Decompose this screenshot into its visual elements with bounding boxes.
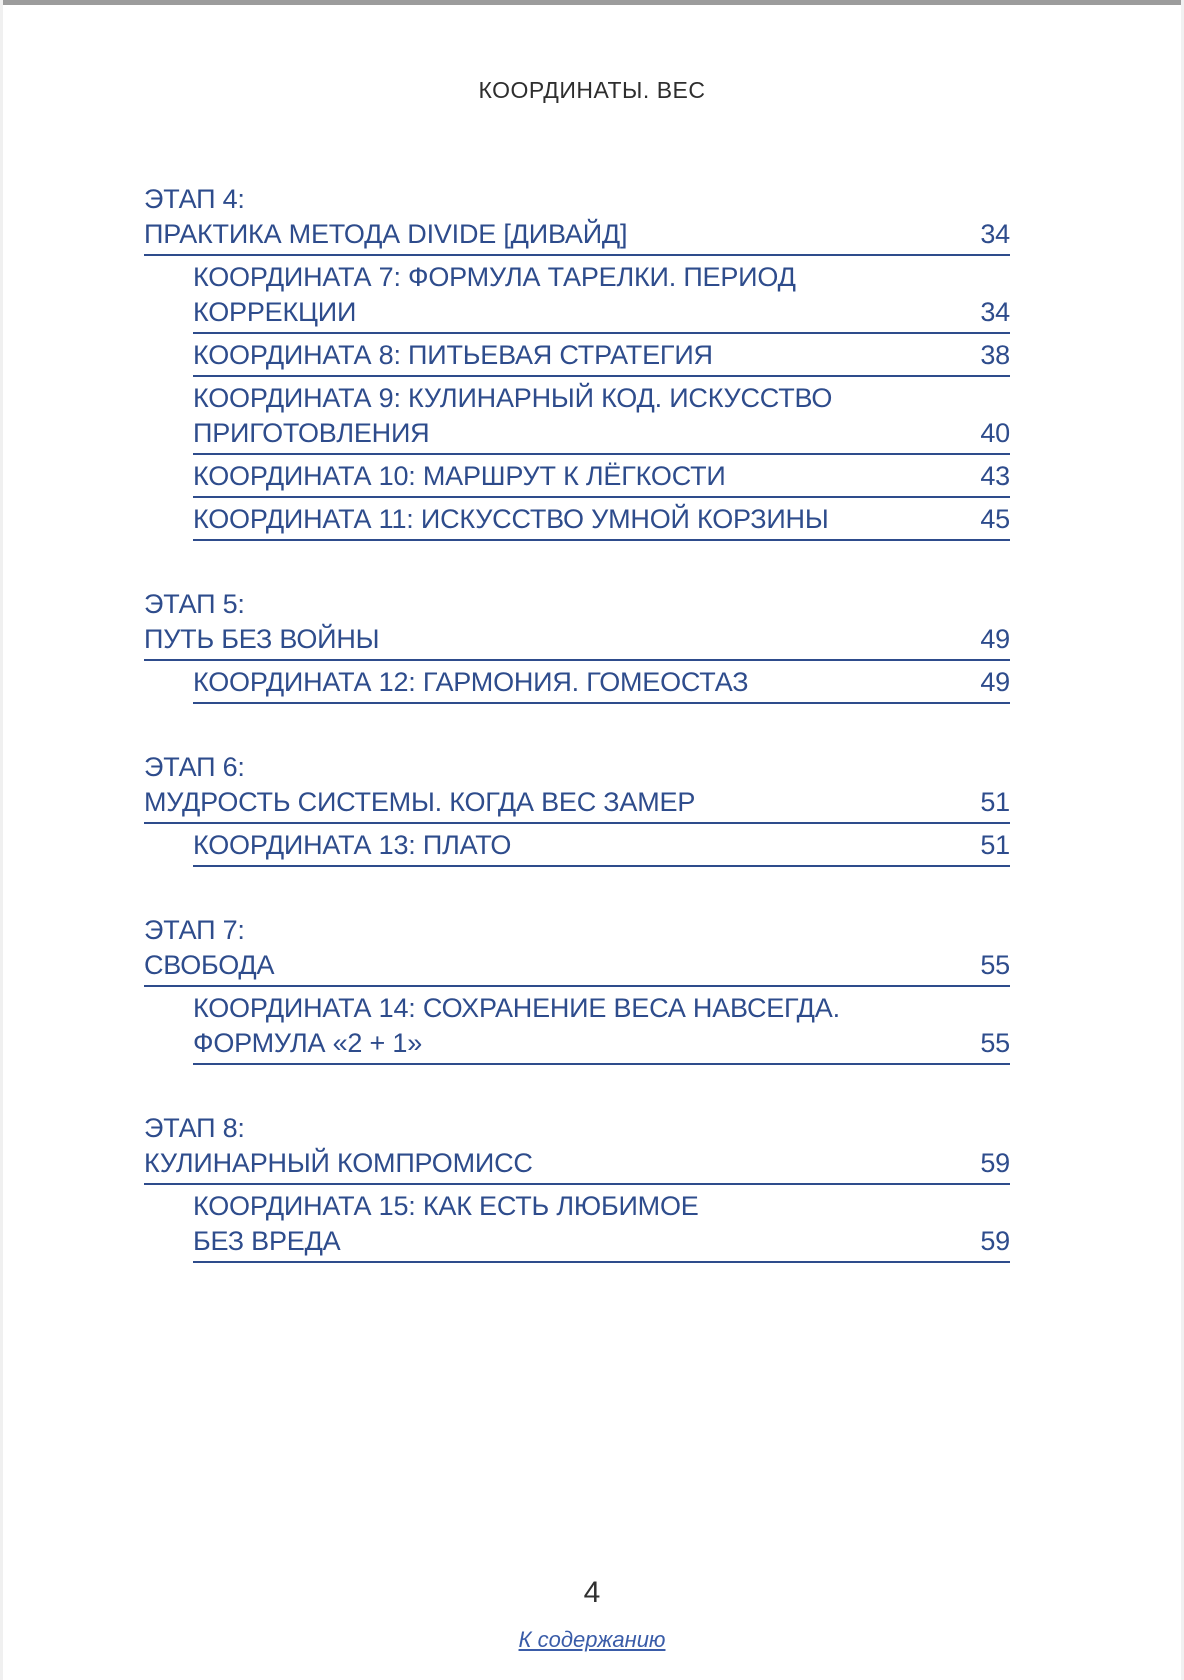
toc-list (144, 182, 1010, 1267)
toc-entry-page-number: 49 (980, 624, 1010, 654)
toc-entry-pre-lines (144, 750, 1010, 785)
toc-entry-page-number: 45 (980, 504, 1010, 534)
toc-entry-page-number: 51 (980, 830, 1010, 860)
toc-entry-page-number: 34 (980, 297, 1010, 327)
toc-entry-title: КООРДИНАТА 11: ИСКУССТВО УМНОЙ КОРЗИНЫ (193, 504, 829, 534)
toc-entry[interactable] (193, 502, 1010, 541)
toc-entry-main-line (144, 217, 1010, 252)
toc-entry[interactable] (144, 913, 1010, 987)
toc-entry-line: ЭТАП 8: (144, 1113, 245, 1143)
toc-entry-title: ПРИГОТОВЛЕНИЯ (193, 418, 430, 448)
footer (3, 1626, 1181, 1654)
toc-entry-main-line (193, 1026, 1010, 1061)
toc-entry-main-line (193, 828, 1010, 863)
toc-entry-title: ПРАКТИКА МЕТОДА DIVIDE [ДИВАЙД] (144, 219, 628, 249)
toc-entry-main-line (144, 1146, 1010, 1181)
toc-entry-title: БЕЗ ВРЕДА (193, 1226, 341, 1256)
document-running-header: КООРДИНАТЫ. ВЕС (478, 77, 706, 103)
toc-entry-pre-lines (144, 587, 1010, 622)
toc-entry[interactable] (193, 1189, 1010, 1263)
toc-entry-pre-lines (193, 381, 1010, 416)
toc-entry-pre-lines (193, 1189, 1010, 1224)
toc-entry-title: КОРРЕКЦИИ (193, 297, 357, 327)
toc-entry[interactable] (144, 1111, 1010, 1185)
toc-entry-title: СВОБОДА (144, 950, 275, 980)
toc-entry[interactable] (193, 338, 1010, 377)
toc-entry-title: МУДРОСТЬ СИСТЕМЫ. КОГДА ВЕС ЗАМЕР (144, 787, 696, 817)
toc-entry-main-line (193, 665, 1010, 700)
toc-entry-page-number: 51 (980, 787, 1010, 817)
toc-entry-line: ЭТАП 6: (144, 752, 245, 782)
toc-entry-page-number: 59 (980, 1148, 1010, 1178)
toc-entry-page-number: 40 (980, 418, 1010, 448)
toc-entry-title: ПУТЬ БЕЗ ВОЙНЫ (144, 624, 380, 654)
toc-entry-pre-lines (144, 1111, 1010, 1146)
toc-entry-main-line (144, 622, 1010, 657)
toc-entry-main-line (193, 295, 1010, 330)
toc-entry[interactable] (193, 991, 1010, 1065)
toc-entry-page-number: 43 (980, 461, 1010, 491)
toc-entry-main-line (193, 502, 1010, 537)
toc-entry-line: ЭТАП 5: (144, 589, 245, 619)
toc-entry-page-number: 55 (980, 950, 1010, 980)
toc-entry-main-line (193, 338, 1010, 373)
toc-entry-pre-lines (193, 260, 1010, 295)
toc-entry[interactable] (144, 587, 1010, 661)
toc-entry-main-line (193, 416, 1010, 451)
toc-entry-title: КООРДИНАТА 10: МАРШРУТ К ЛЁГКОСТИ (193, 461, 726, 491)
toc-entry-page-number: 49 (980, 667, 1010, 697)
toc-entry-pre-lines (144, 913, 1010, 948)
toc-entry[interactable] (193, 459, 1010, 498)
toc-entry-title: КУЛИНАРНЫЙ КОМПРОМИСС (144, 1148, 533, 1178)
toc-entry-page-number: 55 (980, 1028, 1010, 1058)
toc-entry-main-line (193, 1224, 1010, 1259)
toc-entry-page-number: 59 (980, 1226, 1010, 1256)
toc-entry-main-line (193, 459, 1010, 494)
toc-entry[interactable] (144, 750, 1010, 824)
toc-entry-title: КООРДИНАТА 12: ГАРМОНИЯ. ГОМЕОСТАЗ (193, 667, 749, 697)
toc-link[interactable]: К содержанию (518, 1627, 666, 1652)
toc-entry-page-number: 38 (980, 340, 1010, 370)
toc-entry-title: ФОРМУЛА «2 + 1» (193, 1028, 423, 1058)
toc-entry-line: ЭТАП 4: (144, 184, 245, 214)
toc-entry-pre-lines (193, 991, 1010, 1026)
toc-entry-title: КООРДИНАТА 13: ПЛАТО (193, 830, 512, 860)
toc-entry-line: КООРДИНАТА 9: КУЛИНАРНЫЙ КОД. ИСКУССТВО (193, 383, 833, 413)
toc-entry-line: ЭТАП 7: (144, 915, 245, 945)
toc-entry-line: КООРДИНАТА 7: ФОРМУЛА ТАРЕЛКИ. ПЕРИОД (193, 262, 796, 292)
page-number: 4 (583, 1576, 601, 1609)
toc-entry-pre-lines (144, 182, 1010, 217)
page-top-edge (0, 0, 1184, 5)
toc-entry[interactable] (193, 260, 1010, 334)
toc-entry-page-number: 34 (980, 219, 1010, 249)
toc-entry-line: КООРДИНАТА 14: СОХРАНЕНИЕ ВЕСА НАВСЕГДА. (193, 993, 840, 1023)
toc-entry[interactable] (193, 828, 1010, 867)
toc-entry-main-line (144, 785, 1010, 820)
toc-entry[interactable] (193, 665, 1010, 704)
toc-entry[interactable] (144, 182, 1010, 256)
toc-entry-main-line (144, 948, 1010, 983)
toc-entry-line: КООРДИНАТА 15: КАК ЕСТЬ ЛЮБИМОЕ (193, 1191, 699, 1221)
toc-entry[interactable] (193, 381, 1010, 455)
toc-entry-title: КООРДИНАТА 8: ПИТЬЕВАЯ СТРАТЕГИЯ (193, 340, 713, 370)
